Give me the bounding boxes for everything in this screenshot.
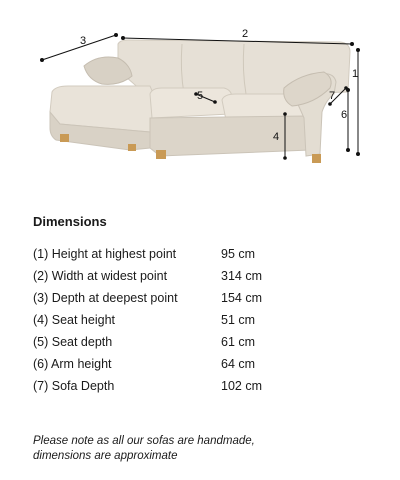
dimension-line-3 — [42, 35, 116, 60]
leg-chaise-back — [128, 144, 136, 151]
dimension-value: 95 cm — [221, 247, 256, 261]
dimension-3-end-a — [40, 58, 44, 62]
dimension-3-end-b — [114, 33, 118, 37]
dimension-label: (1) Height at highest point — [33, 247, 177, 261]
handmade-note-line-1: Please note as all our sofas are handmade, — [33, 435, 255, 447]
dimension-row — [33, 243, 353, 265]
dimension-4-end-a — [283, 112, 287, 116]
dimension-row — [33, 353, 353, 375]
seat-cushion-left — [150, 88, 232, 118]
leg-right-front — [312, 154, 321, 163]
dimension-row — [33, 309, 353, 331]
dimension-7-end-b — [344, 86, 348, 90]
dimension-value: 154 cm — [221, 291, 262, 305]
dimension-5-end-b — [213, 100, 217, 104]
dimension-label: (2) Width at widest point — [33, 269, 168, 283]
dimension-value: 314 cm — [221, 269, 262, 283]
handmade-note-line-2: dimensions are approximate — [33, 450, 178, 462]
dimension-row — [33, 331, 353, 353]
leg-chaise-front — [60, 134, 69, 142]
sofa-illustration — [0, 0, 400, 200]
dimension-2-end-b — [350, 42, 354, 46]
callout-5: 5 — [197, 90, 204, 102]
callout-3: 3 — [80, 35, 87, 47]
handmade-note — [33, 434, 363, 464]
dimension-value: 64 cm — [221, 357, 256, 371]
dimension-row — [33, 287, 353, 309]
dimension-7-end-a — [328, 102, 332, 106]
dimension-6-end-b — [346, 148, 350, 152]
dimension-value: 102 cm — [221, 379, 262, 393]
dimension-label: (5) Seat depth — [33, 335, 113, 349]
dimension-label: (6) Arm height — [33, 357, 112, 371]
callout-2: 2 — [242, 28, 249, 40]
dimension-value: 61 cm — [221, 335, 256, 349]
dimension-4-end-b — [283, 156, 287, 160]
dimension-row — [33, 265, 353, 287]
dimension-label: (4) Seat height — [33, 313, 115, 327]
dimension-label: (3) Depth at deepest point — [33, 291, 178, 305]
callout-7: 7 — [329, 90, 336, 102]
leg-center-front — [156, 150, 166, 159]
dimension-label: (7) Sofa Depth — [33, 379, 115, 393]
callout-4: 4 — [273, 131, 280, 143]
callout-1: 1 — [352, 68, 359, 80]
dimension-row — [33, 375, 353, 397]
dimension-2-end-a — [121, 36, 125, 40]
callout-6: 6 — [341, 109, 348, 121]
dimension-1-end-a — [356, 48, 360, 52]
sofa-diagram — [0, 0, 400, 200]
dimensions-heading: Dimensions — [33, 214, 107, 229]
dimension-1-end-b — [356, 152, 360, 156]
sofa-front-base — [150, 116, 310, 156]
dimension-value: 51 cm — [221, 313, 256, 327]
dimensions-table — [33, 243, 353, 397]
